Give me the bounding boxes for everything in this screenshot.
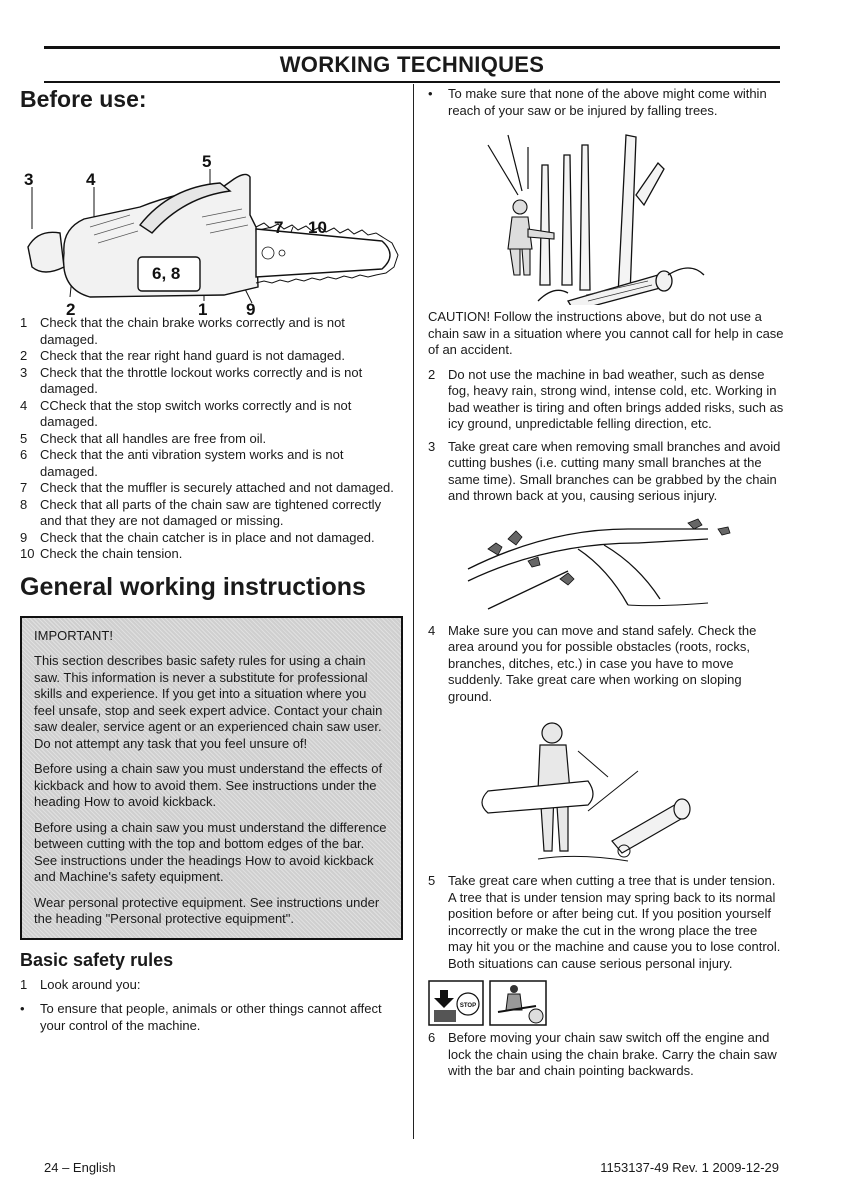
stop-icon: STOP [459, 1003, 477, 1009]
list-item: 7 Check that the muffler is securely attached and not damaged. [20, 480, 394, 495]
list-item: • To ensure that people, animals or other things cannot affect your control of the machine. [20, 1001, 382, 1033]
header-rule-bottom [44, 81, 780, 83]
callout-7: 7 [274, 218, 284, 237]
safety-list-2-3 [428, 367, 784, 505]
list-item: 6 Check that the anti vibration system works and is not damaged. [20, 447, 344, 479]
callout-3: 3 [24, 170, 34, 189]
basic-safety-list [20, 977, 403, 1035]
engine-off-carry-figure [428, 980, 548, 1026]
callout-6-8: 6, 8 [152, 264, 181, 283]
left-column [20, 86, 403, 1034]
page-title: WORKING TECHNIQUES [279, 52, 545, 77]
top-bullet-list [428, 86, 784, 119]
footer-document-id: 1153137-49 Rev. 1 2009-12-29 [600, 1160, 779, 1175]
safety-list-5 [428, 873, 784, 972]
list-item: 5 Check that all handles are free from oil. [20, 430, 267, 446]
list-item: 6 Before moving your chain saw switch off the engine and lock the chain using the chain brake. Carry the chain saw with the bar and chain pointing backwards. [428, 1030, 777, 1078]
chainsaw-parts-figure [20, 117, 403, 317]
caution-paragraph: CAUTION! Follow the instructions above, but do not use a chain saw in a situation where you cannot call for help in case of an accident. [428, 309, 784, 357]
list-item: 8 Check that all parts of the chain saw are tightened correctly and that they are not damaged or missing. [20, 496, 382, 528]
callout-4: 4 [86, 170, 96, 189]
list-item: 2 Check that the rear right hand guard is not damaged. [20, 348, 345, 363]
felling-trees-figure [458, 125, 814, 305]
list-item: 4 Make sure you can move and stand safely. Check the area around you for possible obstacles (roots, rocks, branches, ditches, etc.) in case you have to move suddenly. Take great care when working on sloping ground. [428, 622, 757, 704]
list-item: • To make sure that none of the above might come within reach of your saw or be injured by falling trees. [428, 86, 767, 118]
list-item: 9 Check that the chain catcher is in place and not damaged. [20, 529, 375, 545]
list-item: 3 Take great care when removing small branches and avoid cutting bushes (i.e. cutting many small branches at the same time). Small branches can be grabbed by the chain and thrown back at you, causing serious injury. [428, 438, 781, 503]
list-item: 1 Look around you: [20, 976, 141, 992]
safety-list-6 [428, 1030, 784, 1080]
list-item: 4 CCheck that the stop switch works correctly and is not damaged. [20, 397, 352, 429]
callout-2: 2 [66, 300, 76, 317]
list-item: 3 Check that the throttle lockout works correctly and is not damaged. [20, 364, 363, 396]
safety-list-4 [428, 623, 784, 706]
important-paragraph: This section describes basic safety rules for using a chain saw. This information is never a substitute for professional skills and experience. If you get into a situation where you feel unsafe, stop and seek expert advice. Contact your chain saw dealer, service agent or an experienced chain saw user. Do not attempt any task that you feel unsure of! [34, 653, 383, 751]
right-column [428, 86, 784, 1080]
list-item: 10 Check the chain tension. [20, 546, 183, 561]
before-use-heading: Before use: [20, 86, 147, 112]
callout-1: 1 [198, 300, 208, 317]
bush-cutting-figure [428, 509, 784, 619]
list-item: 1 Check that the chain brake works correctly and is not damaged. [20, 315, 345, 347]
pre-use-checklist [20, 315, 403, 563]
list-item: 2 Do not use the machine in bad weather, such as dense fog, heavy rain, strong wind, intense cold, etc. Working in bad weather is tiring and often brings added risks, such as icy ground, unpredictable felling direction, etc. [428, 366, 784, 431]
callout-5: 5 [202, 152, 212, 171]
callout-10: 10 [308, 218, 327, 237]
stable-footing-figure [428, 711, 784, 869]
important-paragraph: Before using a chain saw you must understand the difference between cutting with the top and bottom edges of the bar. See instructions under the headings How to avoid kickback and Machine's safety equipment. [34, 819, 387, 884]
important-paragraph: Before using a chain saw you must understand the effects of kickback and how to avoid them. See instructions under the heading How to avoid kickback. [34, 761, 383, 809]
general-instructions-heading: General working instructions [20, 572, 366, 601]
column-divider [413, 84, 414, 1139]
basic-safety-heading: Basic safety rules [20, 949, 174, 970]
important-paragraph: Wear personal protective equipment. See instructions under the heading "Personal protective equipment". [34, 894, 380, 926]
list-item: 5 Take great care when cutting a tree that is under tension. A tree that is under tension may spring back to its normal position before or after being cut. If you position yourself incorrectly or make the cut in the wrong place the tree may hit you or the machine and cause you to lose control. Both situations can cause serious personal injury. [428, 873, 781, 971]
callout-9: 9 [246, 300, 256, 317]
important-notice-box [20, 616, 403, 940]
footer-page-number: 24 – English [44, 1160, 116, 1175]
important-title: IMPORTANT! [34, 627, 113, 643]
